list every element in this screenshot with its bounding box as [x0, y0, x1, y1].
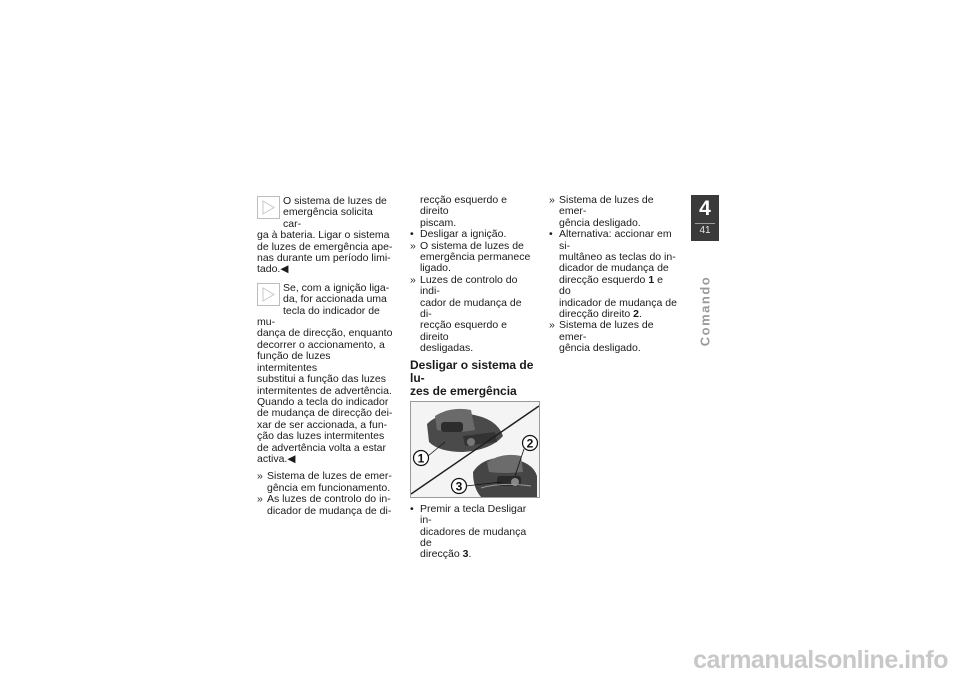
result-marker: » [257, 470, 263, 483]
step-item [549, 229, 677, 320]
result-marker: » [549, 319, 555, 332]
item-line: . [468, 548, 472, 561]
ref-number: 2 [633, 308, 639, 321]
ref-number: 3 [462, 548, 469, 561]
note-line: tado.◀ [257, 263, 289, 276]
item-line: Luzes de controlo do indi- [420, 273, 518, 298]
result-item [257, 471, 393, 494]
item-line: Sistema de luzes de emer- [267, 470, 392, 483]
result-marker: » [549, 194, 555, 206]
item-line: Desligar a ignição. [420, 228, 507, 241]
item-line: piscam. [420, 216, 457, 229]
item-line: Alternativa: accionar em si- [559, 228, 672, 252]
ref-number: 1 [648, 273, 655, 286]
continued-text [410, 195, 536, 229]
item-line: Premir a tecla Desligar in- [420, 502, 527, 527]
item-line: . [638, 308, 642, 321]
item-line: O sistema de luzes de [420, 239, 524, 252]
item-line: cador de mudança de di- [420, 296, 522, 321]
page-number: 41 [699, 225, 711, 236]
item-line: gência em funcionamento. [267, 481, 391, 494]
result-marker: » [257, 493, 263, 506]
result-item [410, 275, 536, 355]
result-marker: » [410, 273, 416, 286]
item-line: desligadas. [420, 342, 474, 355]
item-line: direcção esquerdo [559, 273, 649, 286]
note-line: Se, com a ignição liga- [283, 281, 390, 294]
item-line: gência desligado. [559, 342, 641, 355]
note-line: dança de direcção, enquanto [257, 327, 393, 340]
label-1: 1 [417, 451, 425, 466]
note-triangle-icon [257, 283, 280, 306]
item-line: recção esquerdo e direito [420, 194, 507, 218]
bullet-marker: • [410, 228, 414, 241]
result-marker: » [410, 239, 416, 252]
switch-illustration [410, 401, 540, 498]
item-line: As luzes de controlo do in- [267, 493, 391, 506]
item-line: emergência permanece [420, 251, 531, 264]
item-line: Sistema de luzes de emer- [559, 194, 654, 218]
note-line: nas durante um período limi- [257, 252, 391, 265]
chapter-tab [691, 195, 719, 241]
note-line: de luzes de emergência ape- [257, 240, 393, 253]
note-line: da, for accionada uma [283, 293, 387, 306]
text-column-2 [410, 195, 536, 561]
item-line: e do [559, 273, 663, 298]
text-column-1 [257, 195, 393, 517]
item-line: ligado. [420, 262, 451, 275]
item-line: indicador de mudança de [559, 296, 677, 309]
note-line: Quando a tecla do indicador [257, 395, 389, 408]
heading-line: Desligar o sistema de lu- [410, 357, 534, 385]
note-battery [257, 195, 393, 276]
item-line: dicadores de mudança de [420, 525, 527, 549]
note-line: substitui a função das luzes [257, 373, 386, 386]
watermark: carmanualsonline.info [693, 646, 948, 674]
bullet-marker: • [549, 228, 553, 241]
note-line: O sistema de luzes de [283, 195, 387, 207]
tab-divider [695, 223, 715, 224]
note-line: de mudança de direcção dei- [257, 407, 393, 420]
note-line: função de luzes intermitentes [257, 350, 331, 374]
note-line: ção das luzes intermitentes [257, 430, 385, 443]
heading-line: zes de emergência [410, 383, 517, 398]
item-line: Sistema de luzes de emer- [559, 319, 654, 343]
note-line: activa.◀ [257, 452, 296, 465]
item-line: direcção direito [559, 308, 634, 321]
label-2: 2 [526, 436, 534, 451]
result-item [257, 494, 393, 517]
item-line: gência desligado. [559, 216, 641, 229]
note-line: intermitentes de advertência. [257, 384, 392, 397]
note-triangle-icon [257, 196, 280, 219]
note-line: decorrer o accionamento, a [257, 338, 385, 351]
note-ignition [257, 282, 393, 466]
bullet-marker: • [410, 502, 414, 515]
chapter-title: Comando [697, 275, 713, 347]
item-line: multâneo as teclas do in- [559, 251, 676, 264]
step-item [410, 504, 536, 561]
note-line: emergência solicita car- [283, 206, 373, 230]
text-column-3 [549, 195, 677, 355]
result-item [410, 241, 536, 275]
section-heading [410, 359, 536, 398]
item-line: direcção [420, 548, 463, 561]
item-line: dicador de mudança de di- [267, 504, 392, 517]
note-line: xar de ser accionada, a fun- [257, 418, 388, 431]
note-line: de advertência volta a estar [257, 441, 386, 454]
result-item [549, 320, 677, 354]
chapter-number: 4 [699, 197, 711, 220]
note-line: tecla do indicador de mu- [257, 304, 380, 329]
note-line: ga à bateria. Ligar o sistema [257, 229, 390, 242]
result-item [549, 195, 677, 229]
label-3: 3 [455, 479, 463, 494]
item-line: dicador de mudança de [559, 262, 669, 275]
item-line: recção esquerdo e direito [420, 319, 507, 343]
